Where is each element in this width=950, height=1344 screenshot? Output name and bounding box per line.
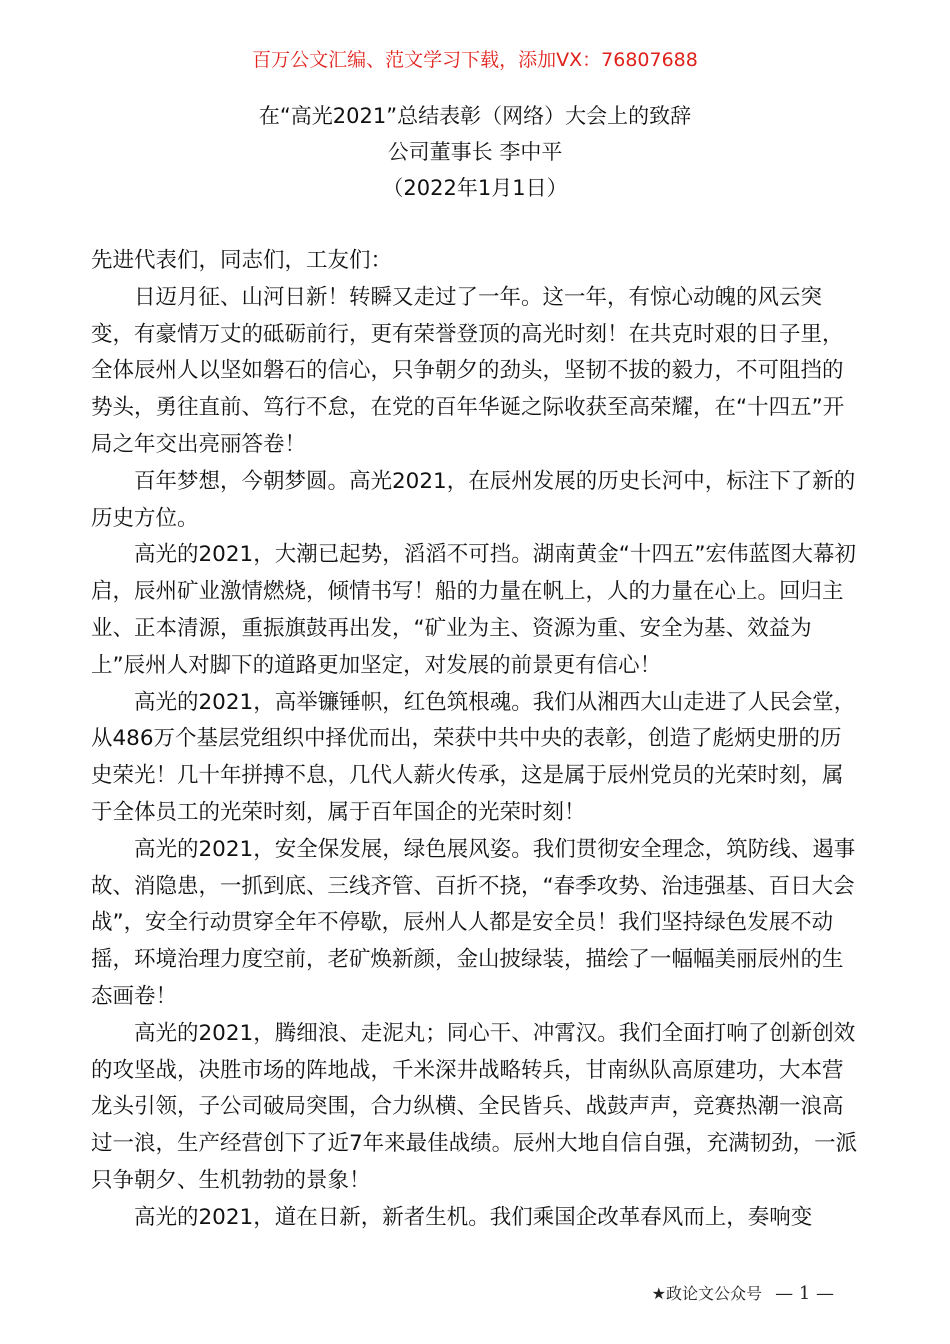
paragraph: 高光的2021，高举镰锤帜，红色筑根魂。我们从湘西大山走进了人民会堂，从486万个基层党组织中择优而出，荣获中共中央的表彰，创造了彪炳史册的历史荣光！几十年拼搏不息，几代人薪火传承，这是属于辰州党员的光荣时刻，属于全体员工的光荣时刻，属于百年国企的光荣时刻！: [91, 689, 856, 825]
paragraph: 日迈月征、山河日新！转瞬又走过了一年。这一年，有惊心动魄的风云突变，有豪情万丈的砥砺前行，更有荣誉登顶的高光时刻！在共克时艰的日子里，全体辰州人以坚如磐石的信心，只争朝夕的劲头，坚韧不拔的毅力，不可阻挡的势头，勇往直前、笃行不怠，在党的百年华诞之际收获至高荣耀，在“十四五”开局之年交出亮丽答卷！: [91, 284, 845, 457]
salutation: 先进代表们，同志们，工友们：: [91, 248, 393, 273]
paragraph: 高光的2021，安全保发展，绿色展风姿。我们贯彻安全理念，筑防线、遏事故、消隐患，一抓到底、三线齐管、百折不挠，“春季攻势、治违强基、百日大会战”，安全行动贯穿全年不停歇，辰州人人都是安全员！我们坚持绿色发展不动摇，环境治理力度空前，老矿焕新颜，金山披绿装，描绘了一幅幅美丽辰州的生态画卷！: [91, 836, 856, 1009]
promo-banner: 百万公文汇编、范文学习下载，添加VX：76807688: [252, 49, 698, 71]
speech-body: [91, 243, 861, 1237]
speaker-line: 公司董事长 李中平: [387, 140, 563, 164]
paragraph: 高光的2021，腾细浪、走泥丸；同心干、冲霄汉。我们全面打响了创新创效的攻坚战，决胜市场的阵地战，千米深井战略转兵，甘南纵队高原建功，大本营龙头引领，子公司破局突围，合力纵横、全民皆兵、战鼓声声，竞赛热潮一浪高过一浪，生产经营创下了近7年来最佳战绩。辰州大地自信自强，充满韧劲，一派只争朝夕、生机勃勃的景象！: [91, 1020, 858, 1193]
page-footer: [652, 1282, 834, 1306]
document-title: 在“高光2021”总结表彰（网络）大会上的致辞: [258, 104, 692, 128]
paragraph: 高光的2021，大潮已起势，滔滔不可挡。湖南黄金“十四五”宏伟蓝图大幕初启，辰州矿业激情燃烧，倾情书写！船的力量在帆上，人的力量在心上。回归主业、正本清源，重振旗鼓再出发，“矿业为主、资源为重、安全为基、效益为上”辰州人对脚下的道路更加坚定，对发展的前景更有信心！: [91, 542, 856, 678]
paragraph: 高光的2021，道在日新，新者生机。我们乘国企改革春风而上，奏响变: [134, 1204, 813, 1230]
speech-date: （2022年1月1日）: [382, 176, 568, 200]
paragraph: 百年梦想，今朝梦圆。高光2021，在辰州发展的历史长河中，标注下了新的历史方位。: [91, 468, 856, 531]
footer-source: ★政论文公众号: [651, 1284, 762, 1303]
page-number: — 1 —: [775, 1283, 834, 1304]
document-header: [0, 98, 950, 206]
